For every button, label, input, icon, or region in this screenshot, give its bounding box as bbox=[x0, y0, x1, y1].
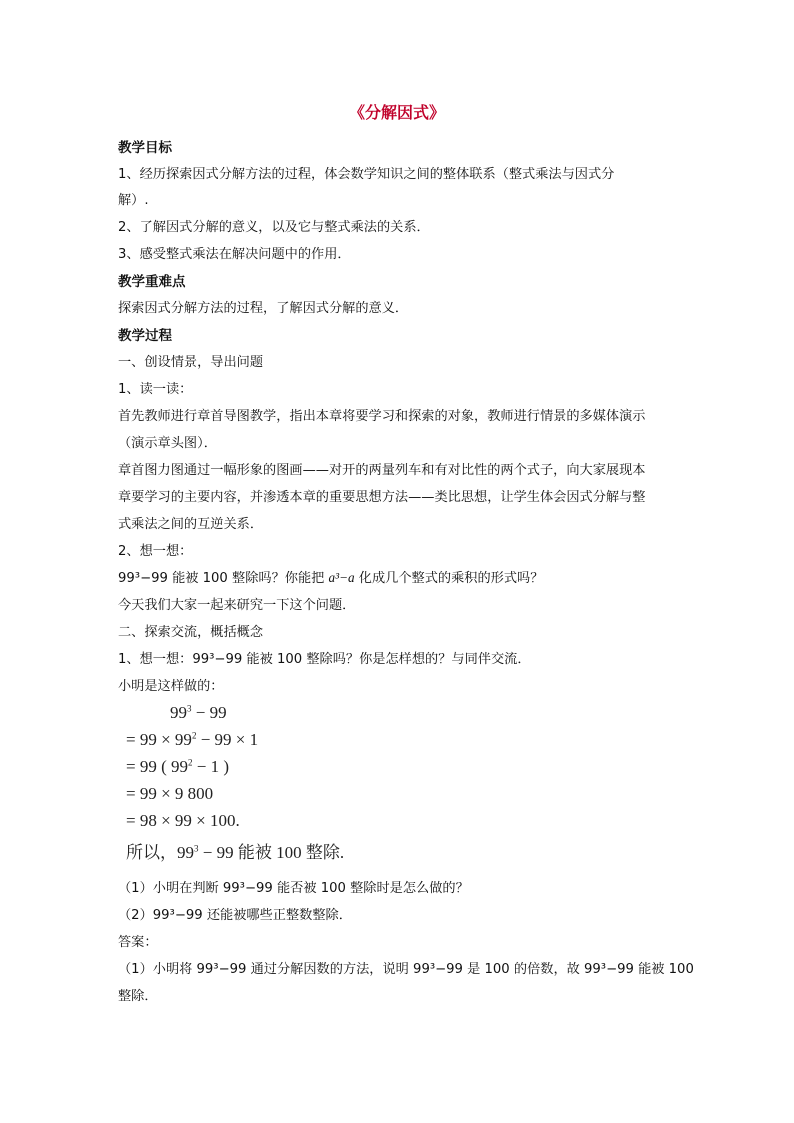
sub-question-2: （2）99³−99 还能被哪些正整数整除． bbox=[118, 908, 352, 923]
math-conclusion: 所以，$99^3 - 99$ 能被 100 整除. bbox=[126, 843, 345, 862]
key-text: 探索因式分解方法的过程，了解因式分解的意义． bbox=[118, 301, 409, 316]
math-step-3: = 99 ( $99^2 - 1$ ) bbox=[126, 757, 229, 776]
part-2-heading: 二、探索交流，概括概念 bbox=[118, 625, 264, 640]
section-heading-process: 教学过程 bbox=[118, 328, 172, 344]
goal-1-line-1: 1、经历探索因式分解方法的过程，体会数学知识之间的整体联系（整式乘法与因式分 bbox=[118, 167, 615, 182]
part-1-heading: 一、创设情景，导出问题 bbox=[118, 355, 264, 370]
read-paragraph-2-line-2: 章要学习的主要内容，并渗透本章的重要思想方法——类比思想，让学生体会因式分解与整 bbox=[118, 490, 646, 505]
question-prefix: 99³−99 能被 100 整除吗？你能把 bbox=[118, 571, 325, 586]
answer-1-line-1: （1）小明将 99³−99 通过分解因数的方法，说明 99³−99 是 100 的倍数，故 99³−99 能被 100 bbox=[118, 962, 694, 977]
section-heading-goals: 教学目标 bbox=[118, 140, 172, 156]
math-step-2: = $99 \times 99^2 - 99 \times 1$ bbox=[126, 730, 259, 749]
answer-1-line-2: 整除． bbox=[118, 989, 158, 1004]
read-paragraph-2-line-3: 式乘法之间的互逆关系． bbox=[118, 517, 264, 532]
read-paragraph-2-line-1: 章首图力图通过一幅形象的图画——对开的两量列车和有对比性的两个式子，向大家展现本 bbox=[118, 463, 646, 478]
math-step-5: = 98 × 99 × 100. bbox=[126, 811, 240, 830]
question-line bbox=[118, 567, 543, 586]
goal-1-line-2: 解）. bbox=[118, 193, 149, 208]
xiaoming-line: 小明是这样做的： bbox=[118, 679, 224, 694]
document-title: 《分解因式》 bbox=[348, 103, 445, 122]
today-line: 今天我们大家一起来研究一下这个问题． bbox=[118, 598, 356, 613]
sub-question-1: （1）小明在判断 99³−99 能否被 100 整除时是怎么做的？ bbox=[118, 881, 469, 896]
goal-2: 2、了解因式分解的意义，以及它与整式乘法的关系． bbox=[118, 220, 430, 235]
think-2-line: 1、想一想：99³−99 能被 100 整除吗？你是怎样想的？与同伴交流． bbox=[118, 652, 531, 667]
answer-heading: 答案： bbox=[118, 935, 158, 950]
think-heading: 2、想一想： bbox=[118, 544, 193, 559]
read-paragraph-1-line-1: 首先教师进行章首导图教学，指出本章将要学习和探索的对象，教师进行情景的多媒体演示 bbox=[118, 409, 646, 424]
question-suffix: 化成几个整式的乘积的形式吗？ bbox=[358, 571, 544, 586]
goal-3: 3、感受整式乘法在解决问题中的作用． bbox=[118, 247, 351, 262]
math-step-4: = 99 × 9 800 bbox=[126, 784, 214, 803]
math-step-1: $99^3 - 99$ bbox=[170, 703, 227, 722]
question-expression: a³−a bbox=[328, 570, 355, 585]
section-heading-key: 教学重难点 bbox=[118, 274, 186, 290]
read-paragraph-1-line-2: （演示章头图）． bbox=[118, 436, 217, 451]
read-heading: 1、读一读： bbox=[118, 382, 193, 397]
